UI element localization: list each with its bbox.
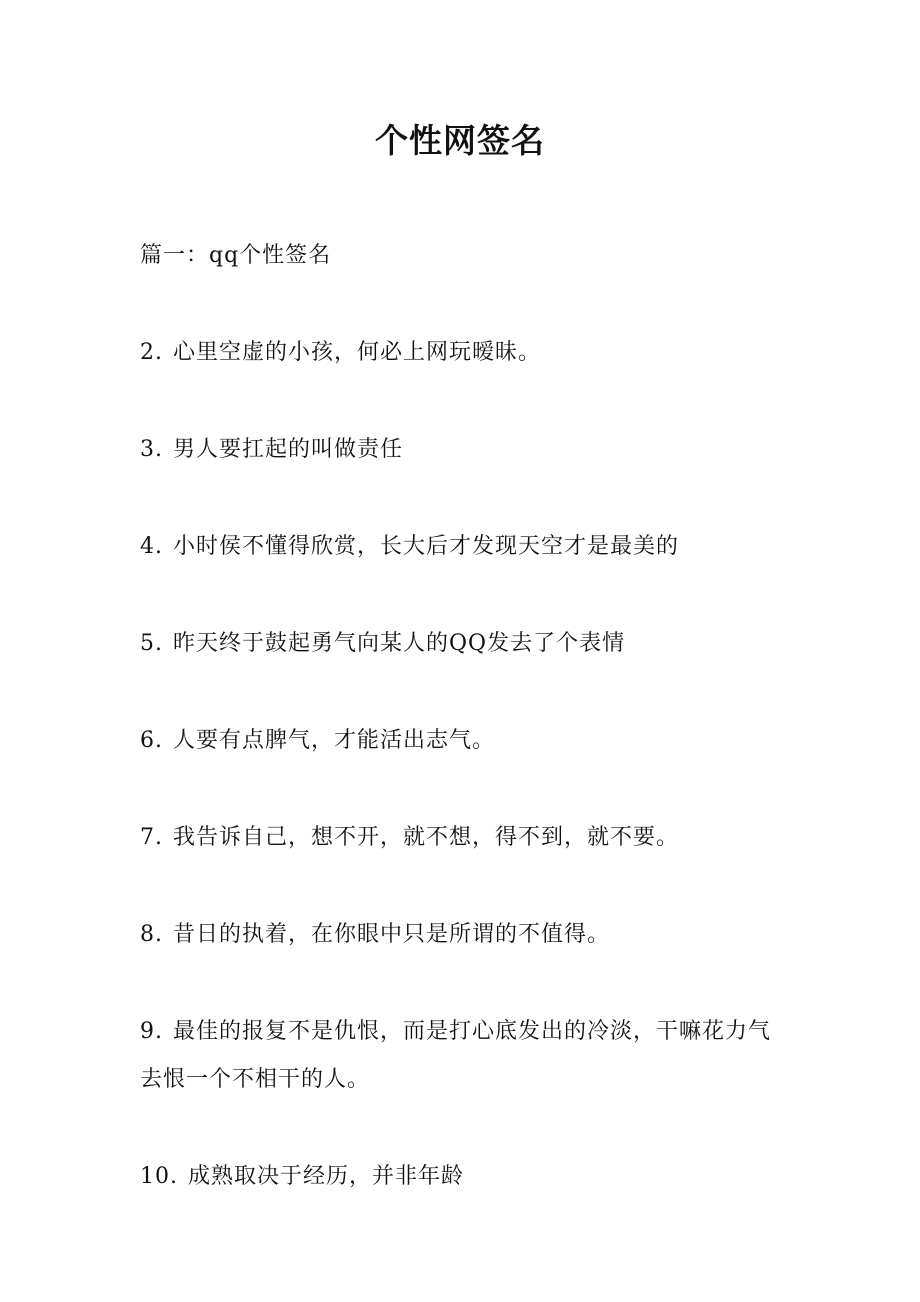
item-number: 5.: [140, 631, 163, 656]
item-text: 最佳的报复不是仇恨，而是打心底发出的冷淡，干嘛花力气去恨一个不相干的人。: [140, 1019, 772, 1092]
list-item: [140, 814, 790, 862]
item-text: 我告诉自己，想不开，就不想，得不到，就不要。: [173, 825, 680, 850]
item-number: 2.: [140, 340, 163, 365]
item-number: 8.: [140, 922, 163, 947]
item-text: 小时侯不懂得欣赏，长大后才发现天空才是最美的: [173, 534, 680, 559]
item-number: 6.: [140, 728, 163, 753]
item-number: 10.: [140, 1164, 178, 1189]
list-item: [140, 1153, 790, 1201]
item-text: 人要有点脾气，才能活出志气。: [173, 728, 496, 753]
item-number: 9.: [140, 1019, 163, 1044]
list-item: [140, 1008, 790, 1104]
document-title: 个性网签名: [375, 121, 545, 160]
item-number: 3.: [140, 437, 163, 462]
list-item: [140, 717, 790, 765]
item-number: 4.: [140, 534, 163, 559]
item-text: 昨天终于鼓起勇气向某人的QQ发去了个表情: [173, 631, 626, 656]
item-text: 成熟取决于经历，并非年龄: [188, 1164, 465, 1189]
list-item: [140, 426, 790, 474]
item-text: 男人要扛起的叫做责任: [173, 437, 404, 462]
list-item: [140, 911, 790, 959]
item-text: 心里空虚的小孩，何必上网玩暧昧。: [173, 340, 542, 365]
document-body: [140, 232, 790, 1250]
list-item: [140, 329, 790, 377]
list-item: [140, 523, 790, 571]
section-heading: 篇一：qq个性签名: [140, 243, 332, 268]
list-item: [140, 620, 790, 668]
item-text: 昔日的执着，在你眼中只是所谓的不值得。: [173, 922, 611, 947]
item-number: 7.: [140, 825, 163, 850]
